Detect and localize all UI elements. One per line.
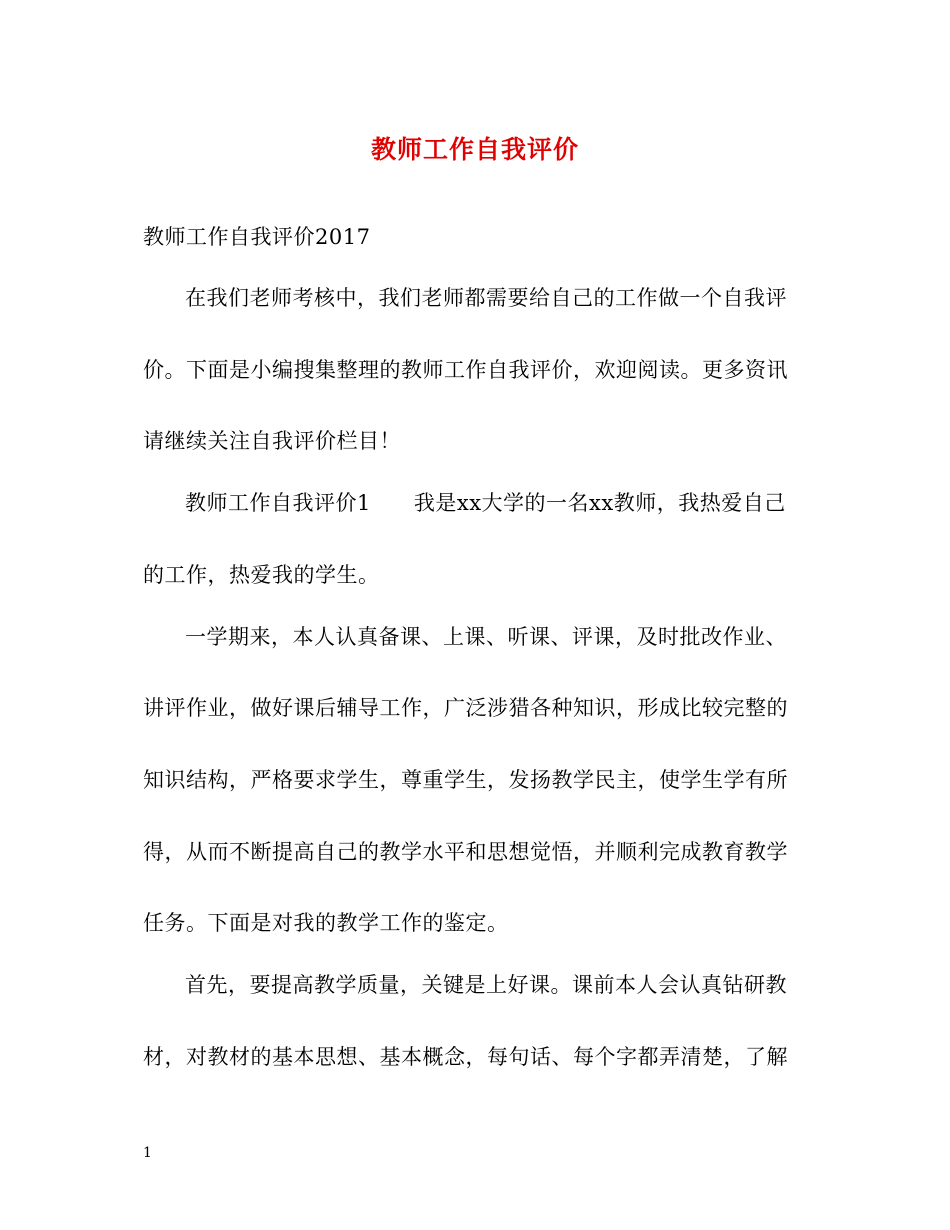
paragraph-line: 价。下面是小编搜集整理的教师工作自我评价，欢迎阅读。更多资讯 [143, 358, 788, 382]
paragraph-line: 请继续关注自我评价栏目！ [143, 429, 401, 453]
paragraph-line: 材，对教材的基本思想、基本概念，每句话、每个字都弄清楚，了解 [143, 1045, 788, 1069]
paragraph-line: 任务。下面是对我的教学工作的鉴定。 [143, 911, 509, 935]
document-title: 教师工作自我评价 [370, 135, 579, 164]
paragraph-line: 的工作，热爱我的学生。 [143, 563, 380, 587]
paragraph-line: 教师工作自我评价1 我是xx大学的一名xx教师，我热爱自己 [185, 491, 786, 515]
paragraph-line: 得，从而不断提高自己的教学水平和思想觉悟，并顺利完成教育教学 [143, 840, 788, 864]
paragraph-line: 在我们老师考核中，我们老师都需要给自己的工作做一个自我评 [185, 286, 787, 310]
document-subtitle-line: 教师工作自我评价2017 [143, 225, 371, 249]
paragraph-line: 一学期来，本人认真备课、上课、听课、评课，及时批改作业、 [185, 625, 787, 649]
paragraph-line: 首先，要提高教学质量，关键是上好课。课前本人会认真钻研教 [185, 973, 787, 997]
page-number: 1 [143, 1145, 152, 1161]
paragraph-line: 讲评作业，做好课后辅导工作，广泛涉猎各种知识，形成比较完整的 [143, 696, 788, 720]
paragraph-line: 知识结构，严格要求学生，尊重学生，发扬教学民主，使学生学有所 [143, 768, 788, 792]
